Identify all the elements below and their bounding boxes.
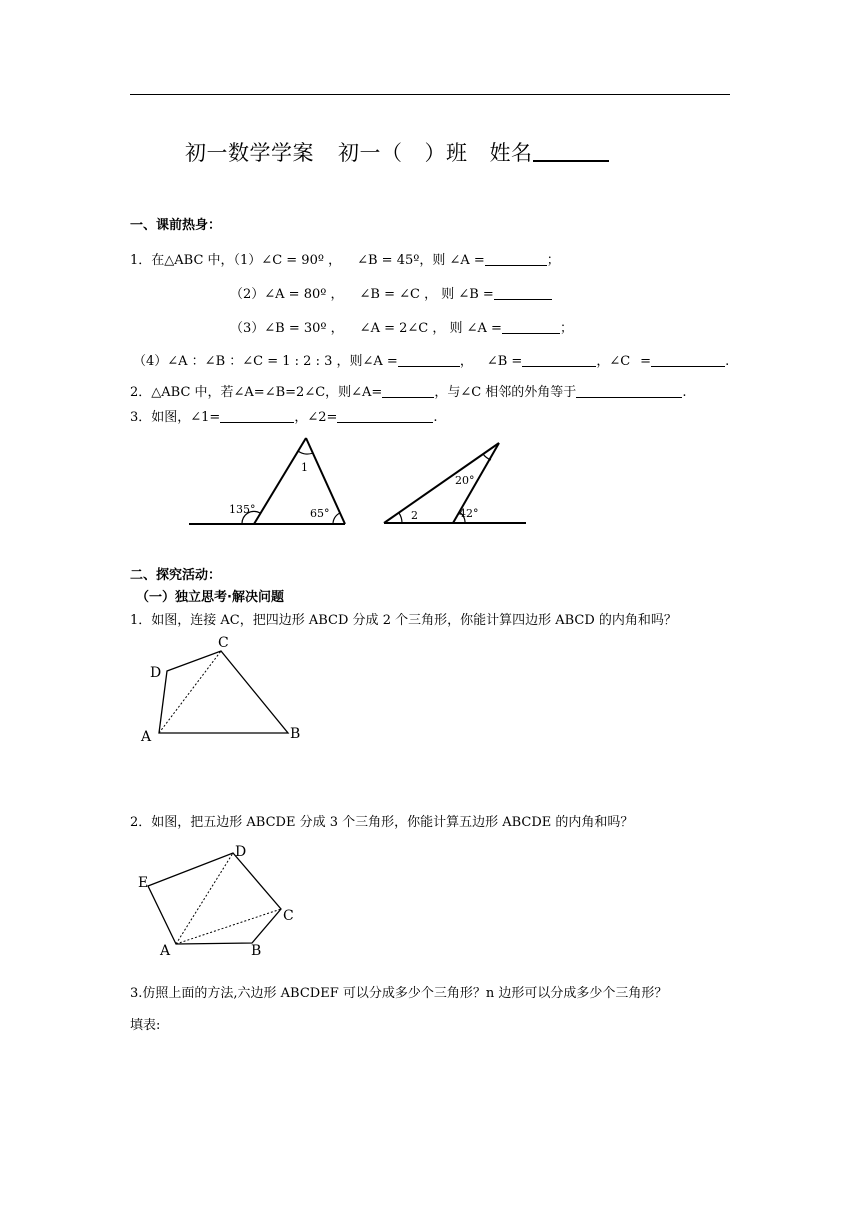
quadrilateral-figure [159, 651, 288, 733]
q3-end: . [433, 410, 438, 425]
q2-end: . [682, 385, 687, 400]
section2-q1: 1．如图，连接 AC，把四边形 ABCD 分成 2 个三角形，你能计算四边形 ABCD 的内角和吗？ [130, 613, 677, 628]
q3-b: ，∠2= [294, 410, 338, 425]
fig1-inner-arc [333, 513, 340, 524]
quad-label-c: C [218, 635, 229, 651]
pent-label-e: E [138, 875, 149, 891]
fig2-angle-top: 20° [455, 474, 475, 487]
q1-part4-b: ， [459, 354, 473, 369]
q1-part4-a: （4）∠A ：∠B ：∠C = 1 : 2 : 3 ，则∠A = [133, 354, 398, 369]
q1-part2-a: （2）∠A = 80º ， [230, 287, 344, 302]
pentagon-figure [148, 853, 281, 944]
pentagon-outline [148, 853, 281, 944]
q1-part1-end: ； [546, 253, 560, 268]
section2-subheading: （一）独立思考·解决问题 [136, 590, 284, 605]
section2-q2: 2．如图，把五边形 ABCDE 分成 3 个三角形，你能计算五边形 ABCDE 的内角和吗？ [130, 815, 634, 830]
quad-label-b: B [290, 726, 301, 742]
title-main: 初一数学学案 [185, 141, 314, 165]
pent-label-c: C [283, 908, 294, 924]
q1-part4-end: . [725, 354, 730, 369]
q1-part1-b: ∠B = 45º，则 ∠A = [357, 253, 485, 268]
title-name-label: 姓名 [489, 141, 533, 165]
quad-outline [159, 651, 288, 733]
fig1-top-arc [298, 451, 313, 454]
q3-a: 3．如图，∠1= [130, 410, 221, 425]
q1-part4-d: ，∠C [596, 354, 631, 369]
q1-part3-b: ∠A = 2∠C ， 则 ∠A = [359, 321, 502, 336]
fig1-angle-inner: 65° [310, 507, 330, 520]
title-class-after: ）班 [424, 141, 468, 165]
fill-table-label: 填表: [130, 1018, 161, 1033]
fig1-angle-ext: 135° [229, 503, 256, 516]
section2-q3: 3.仿照上面的方法,六边形 ABCDEF 可以分成多少个三角形？n 边形可以分成多少个三角形？ [130, 986, 668, 1001]
q2-b: ，与∠C 相邻的外角等于 [434, 385, 577, 400]
q1-part4-e: = [640, 354, 652, 369]
q1-part3-a: （3）∠B = 30º ， [230, 321, 344, 336]
fig2-long-side [384, 443, 499, 523]
fig1-label-1: 1 [301, 461, 308, 474]
quad-label-d: D [150, 665, 162, 681]
fig2-label-2: 2 [411, 509, 418, 522]
fig2-angle-ext: 42° [459, 507, 479, 520]
q1-part1-a: 1．在△ABC 中，（1）∠C = 90º ， [130, 253, 342, 268]
quad-diagonal-ac [159, 651, 221, 733]
section1-heading: 一、课前热身： [130, 218, 222, 233]
title-class-before: 初一（ [338, 141, 403, 165]
q1-part3-end: ； [559, 321, 573, 336]
pent-label-d: D [235, 844, 247, 860]
q1-part2-b: ∠B = ∠C ， 则 ∠B = [359, 287, 494, 302]
pent-label-a: A [160, 943, 171, 959]
pentagon-diagonal-ad [176, 853, 233, 944]
q2-a: 2．△ABC 中，若∠A=∠B=2∠C，则∠A= [130, 385, 383, 400]
q1-part4-c: ∠B = [486, 354, 523, 369]
quad-label-a: A [141, 729, 152, 745]
fig2-left-arc [399, 513, 402, 523]
pent-label-b: B [251, 943, 262, 959]
section2-heading: 二、探究活动： [130, 568, 222, 583]
